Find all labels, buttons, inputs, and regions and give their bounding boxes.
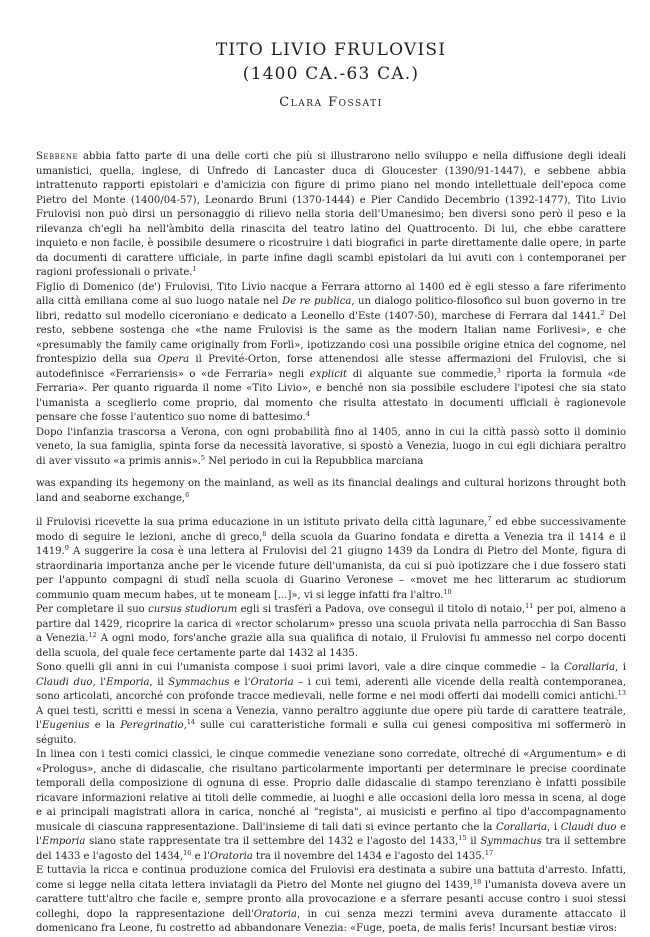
footnote-ref: 10 xyxy=(443,587,452,596)
footnote-ref: 1 xyxy=(192,265,197,273)
article-dates: (1400 CA.-63 CA.) xyxy=(242,64,420,84)
italic-title: Symmachus xyxy=(480,836,542,847)
paragraph-text: A suggerire la cosa è una lettera al Frulovisi del 21 giugno 1439 da Londra di Pietro del Monte, figura di straordinaria importanza anche per le vicende future dell'umanista, da cui si può ipotizzare che i due fossero stati per l'appunto compagni di studî nella scuola di Guarino Veronese – «movet me hec litterarum ac studiorum communio quam mecum habes, ut te moneam [...]», vi si legge infatti fra l'altro. xyxy=(36,546,626,601)
footnote-ref: 4 xyxy=(305,410,310,418)
paragraph-text: Del resto, sebbene sostenga che «the name Frulovisi is the same as the modern Italian name Forlivesi», e che «presumably the family came originally from Forlì», ipotizzando così una possibile origine etnica del cognome, nel frontespizio della sua xyxy=(36,310,626,365)
paragraph-text: per poi, almeno a partire dal 1429, ricoprire la carica di «rector scholarum» presso una scuola privata nella parrocchia di San Basso a Venezia. xyxy=(36,604,626,644)
paragraph-text: , l' xyxy=(92,676,107,688)
paragraph-text: Dopo l'infanzia trascorsa a Verona, con ogni probabilità fino al 1405, anno in cui la città passò sotto il dominio veneto, la sua famiglia, spinta forse da necessità lavorative, si spostò a Venezia, luogo in cui egli dichiara peraltro di aver vissuto «a primis annis». xyxy=(36,426,626,467)
paragraph-text: e l' xyxy=(191,850,210,862)
paragraph-text: – i cui temi, aderenti alle vicende della realtà contemporanea, sono articolati, ancorché con profonde tracce medievali, nelle forme e nei modi offerti dai modelli comici antichi. xyxy=(36,676,626,702)
paragraph-text: tra il settembre del 1433 e l'agosto del 1434, xyxy=(36,836,626,862)
paragraph-7 xyxy=(36,748,626,864)
paragraph-text: Sono quelli gli anni in cui l'umanista compose i suoi primi lavori, vale a dire cinque commedie – la xyxy=(36,662,565,673)
italic-title: Opera xyxy=(157,354,190,365)
footnote-ref: 18 xyxy=(473,877,482,886)
paragraph-text: di alquante sue commedie, xyxy=(347,368,497,380)
paragraph-text: Nel periodo in cui la Repubblica marciana xyxy=(205,455,424,467)
paragraph-text: e l' xyxy=(229,676,251,688)
footnote-ref: 11 xyxy=(525,602,534,610)
italic-title: Emporia xyxy=(41,836,86,847)
paragraph-text: il Frulovisi ricevette la sua prima educazione in un istituto privato della città lagunare, xyxy=(36,517,488,528)
italic-title: Emporia xyxy=(106,676,150,688)
paragraph-text: Figlio di Domenico (de') Frulovisi, Tito Livio nacque a Ferrara attorno al 1400 ed è egli stesso a fare riferimento alla città emiliana come al suo luogo natale nel xyxy=(36,281,626,307)
paragraph-text: ed ebbe successivamente modo di seguire le lezioni, anche di greco, xyxy=(36,517,627,543)
footnote-ref: 12 xyxy=(88,631,97,639)
footnote-ref: 16 xyxy=(183,848,192,857)
paragraph-text: , xyxy=(183,720,187,731)
quote-text: was expanding its hegemony on the mainland, as well as its financial dealings and cultural horizons throught both land and seaborne exchange, xyxy=(36,478,626,504)
paragraph-text: il Previté-Orton, forse attenendosi alle stesse affermazioni del Frulovisi, che si autodefinisce «Ferrariensis» o «de Ferraria» negli xyxy=(36,354,626,380)
paragraph-text: , in cui senza mezzi termini aveva duramente attaccato il domenicano fra Leone, fu costretto ad abbandonare Venezia: «Fuge, poeta, de malis feris! Incursant bestiæ viros: xyxy=(36,908,626,934)
footnote-ref: 13 xyxy=(617,689,626,697)
footnote-ref: 5 xyxy=(200,453,206,462)
italic-term: cursus studiorum xyxy=(148,604,238,615)
footnote-ref: 7 xyxy=(487,515,492,523)
paragraph-text: sulle cui caratteristiche formali e sulla cui genesi compositiva mi soffermerò in séguito. xyxy=(36,720,627,746)
paragraph-text: riporta la formula «de Ferraria». Per quanto riguarda il nome «Tito Livio», e benché non sia possibile escludere l'ipotesi che sia stato l'umanista a sceglierlo come proprio, dal momento che risulta attestato in documenti ufficiali è ragionevole pensare che fosse l'autentico suo nome di battesimo. xyxy=(36,368,627,423)
italic-title: Eugenius xyxy=(41,720,90,731)
paragraph-text: Per completare il suo xyxy=(36,604,149,615)
footnote-ref: 8 xyxy=(262,529,267,538)
paragraph-text: e la xyxy=(89,720,121,731)
italic-title: De re publica xyxy=(282,296,352,307)
footnote-ref: 9 xyxy=(64,544,69,552)
italic-title: Claudi duo xyxy=(560,821,617,833)
paragraph-text: l'umanista doveva avere un carattere tutt'altro che facile e, sempre pronto alla provocazione e a sferrare pesanti accuse contro i suoi stessi colleghi, dopo la rappresentazione dell' xyxy=(36,879,626,920)
footnote-ref: 17 xyxy=(484,848,494,857)
italic-title: Claudi duo xyxy=(36,676,93,688)
italic-title: Oratoria xyxy=(250,676,294,688)
paragraph-text: , i xyxy=(546,821,561,833)
italic-title: Oratoria xyxy=(209,850,253,862)
paragraph-text: abbia fatto parte di una delle corti che più si illustrarono nello sviluppo e nella diffusione degli ideali umanistici, quella, inglese, di Unfredo di Lancaster duca di Gloucester (1390/91-1447), e sebbene abbia intrattenuto rapporti epistolari e d'amicizia con figure di primo piano nel mondo intellettuale dell'epoca come Pietro del Monte (1400/04-57), Leonardo Bruni (1370-1444) e Pier Candido Decembrio (1392-1477), Tito Livio Frulovisi non può dirsi un personaggio di rilievo nella storia dell'Umanesimo; ben diversi sono però il peso e la rilevanza ch'egli ha nell'àmbito della rinascita del teatro latino del Quattrocento. Di lui, che ebbe carattere inquieto e non facile, è possibile desumere o ricostruire i dati biografici in parte direttamente dalle opere, in parte da documenti di carattere ufficiale, in parte infine dagli scambi epistolari da lui avuti con i contemporanei per ragioni professionali o private. xyxy=(36,151,626,278)
article-title: TITO LIVIO FRULOVISI xyxy=(215,40,447,60)
paragraph-5 xyxy=(36,603,626,661)
footnote-ref: 15 xyxy=(458,834,467,842)
paragraph-text: siano state rappresentate tra il settembre del 1432 e l'agosto del 1433, xyxy=(85,836,459,847)
paragraph-2 xyxy=(36,281,626,426)
paragraph-text: egli si trasferì a Padova, ove conseguì il titolo di notaio, xyxy=(237,604,526,615)
block-quote xyxy=(36,477,626,506)
italic-title: Oratoria xyxy=(253,908,297,920)
paragraph-text: , il xyxy=(149,676,169,688)
paragraph-text: A quei testi, scritti e messi in scena a Venezia, vanno peraltro aggiunte due opere più tarde di carattere teatrale, l' xyxy=(36,705,626,731)
italic-title: Corallaria xyxy=(496,821,547,833)
italic-title: Corallaria xyxy=(564,662,616,673)
paragraph-text: In linea con i testi comici classici, le cinque commedie veneziane sono corredate, oltreché di «Argumentum» e di «Prologus», anche di didascalie, che risultano particolarmente importanti per determinare le precise coordinate temporali della composizione di ognuna di esse. Proprio dalle didascalie di stampo terenziano è infatti possibile ricavare informazioni relative ai titoli delle commedie, ai luoghi e alle occasioni della loro messa in scena, al doge e ai principali magistrati allora in carica, nonché al "regista", ai musicisti e perfino al tipo d'accompagnamento musicale di ciascuna rappresentazione. Dall'insieme di tali dati si evince pertanto che la xyxy=(36,749,626,833)
footnote-ref: 14 xyxy=(186,718,196,726)
paragraph-lead-word: Sebbene xyxy=(36,151,79,162)
article-author: Clara Fossati xyxy=(279,95,383,110)
paragraph-8 xyxy=(36,864,626,937)
paragraph-4 xyxy=(36,516,626,603)
paragraph-text: , un dialogo politico-filosofico sul buon governo in tre libri, redatto sul modello ciceroniano e dedicato a Leonello d'Este (1407-50), marchese di Ferrara dal 1441. xyxy=(36,296,626,322)
paragraph-text: E tuttavia la ricca e continua produzione comica del Frulovisi era destinata a subire una battuta d'arresto. Infatti, come si legge nella citata lettera inviatagli da Pietro del Monte nel giugno del 1439, xyxy=(36,865,626,891)
footnote-ref: 3 xyxy=(496,366,501,375)
paragraph-text: , i xyxy=(615,662,626,673)
paragraph-text: e l' xyxy=(36,821,627,847)
footnote-ref: 2 xyxy=(600,308,605,317)
italic-title: Symmachus xyxy=(168,676,230,688)
footnote-ref: 6 xyxy=(185,490,190,499)
paragraph-6 xyxy=(36,661,626,748)
italic-title: Peregrinatio xyxy=(120,720,184,731)
paragraph-text: A ogni modo, fors'anche grazie alla sua qualifica di notaio, il Frulovisi fu ammesso nel corpo docenti della scuola, del quale fece certamente parte dal 1432 al 1435. xyxy=(36,633,626,659)
paragraph-text: il xyxy=(466,836,481,847)
paragraph-1 xyxy=(36,150,626,281)
paragraph-text: della scuola da Guarino fondata e diretta a Venezia tra il 1414 e il 1419. xyxy=(36,531,626,557)
paragraph-3 xyxy=(36,426,626,470)
paragraph-text: tra il novembre del 1434 e l'agosto del 1435. xyxy=(252,850,485,862)
italic-term: explicit xyxy=(309,368,348,380)
